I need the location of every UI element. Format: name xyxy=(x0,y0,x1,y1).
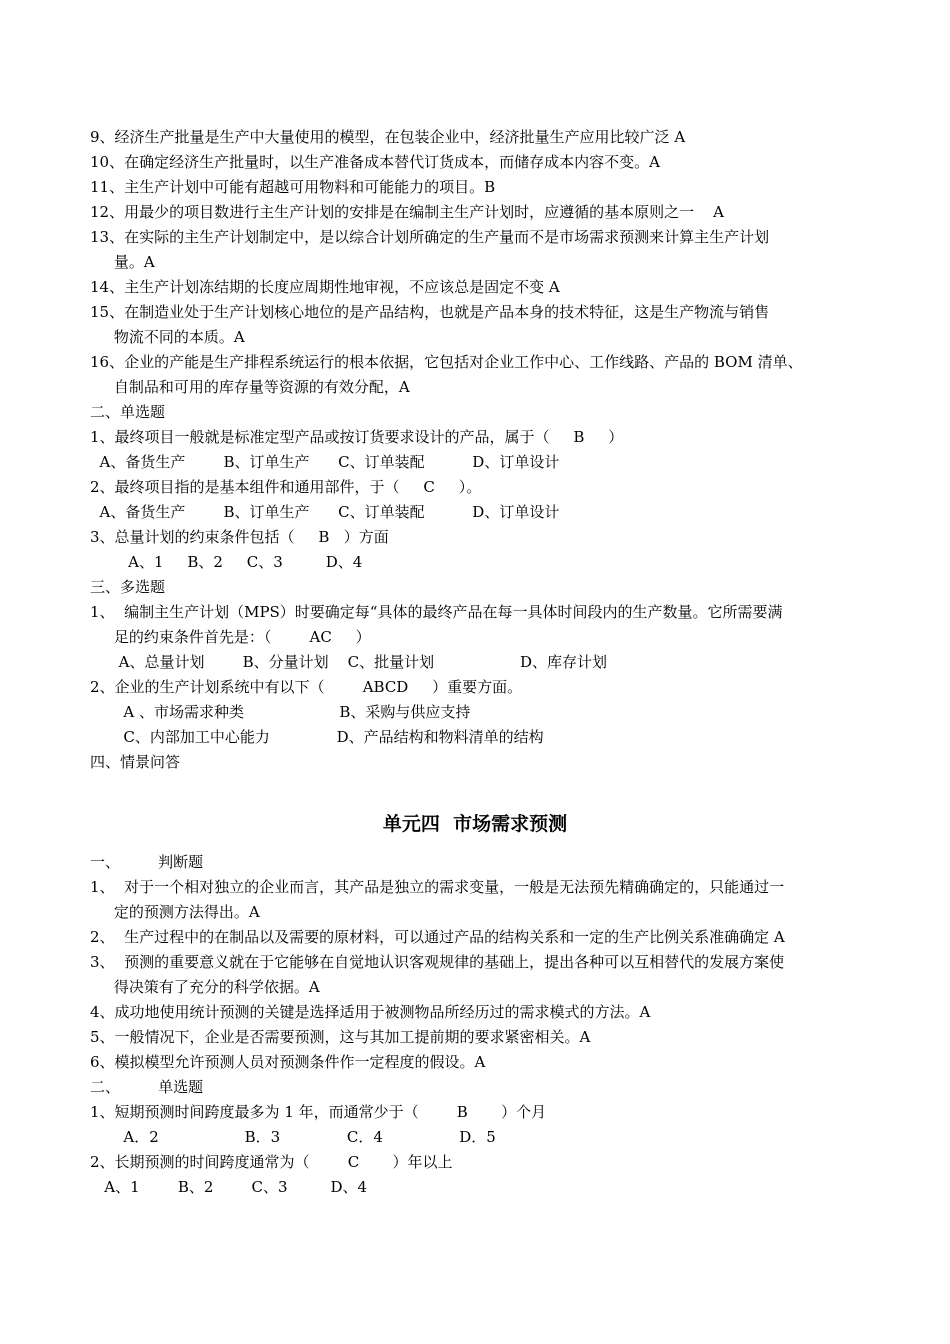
text-line: 9、经济生产批量是生产中大量使用的模型，在包装企业中，经济批量生产应用比较广泛 A xyxy=(90,128,686,146)
text-line: 1、最终项目一般就是标准定型产品或按订货要求设计的产品，属于（ B ） xyxy=(90,428,624,446)
text-line: 5、一般情况下，企业是否需要预测，这与其加工提前期的要求紧密相关。A xyxy=(90,1028,591,1046)
text-line: 足的约束条件首先是：（ AC ） xyxy=(90,628,371,646)
text-line: 得决策有了充分的科学依据。A xyxy=(90,978,320,996)
text-line: 13、在实际的主生产计划制定中，是以综合计划所确定的生产量而不是市场需求预测来计算主生产计划 xyxy=(90,228,770,246)
section-heading: 二、 单选题 xyxy=(90,1078,204,1096)
text-line: 6、模拟模型允许预测人员对预测条件作一定程度的假设。A xyxy=(90,1053,486,1071)
text-line: 2、企业的生产计划系统中有以下（ ABCD ）重要方面。 xyxy=(90,678,523,696)
unit-title: 单元四 市场需求预测 xyxy=(382,813,568,835)
text-line: 12、用最少的项目数进行主生产计划的安排是在编制主生产计划时，应遵循的基本原则之一 A xyxy=(90,203,724,221)
option-line: A、总量计划 B、分量计划 C、批量计划 D、库存计划 xyxy=(90,653,608,671)
option-line: A、1 B、2 C、3 D、4 xyxy=(90,553,363,571)
text-line: 定的预测方法得出。A xyxy=(90,903,260,921)
text-line: 3、 预测的重要意义就在于它能够在自觉地认识客观规律的基础上，提出各种可以互相替代的发展方案使 xyxy=(90,953,785,971)
option-line: A、备货生产 B、订单生产 C、订单装配 D、订单设计 xyxy=(90,453,560,471)
section-heading: 一、 判断题 xyxy=(90,853,204,871)
option-line: C、内部加工中心能力 D、产品结构和物料清单的结构 xyxy=(90,728,544,746)
text-line: 14、主生产计划冻结期的长度应周期性地审视，不应该总是固定不变 A xyxy=(90,278,560,296)
text-line: 3、总量计划的约束条件包括（ B ）方面 xyxy=(90,528,389,546)
text-line: 4、成功地使用统计预测的关键是选择适用于被测物品所经历过的需求模式的方法。A xyxy=(90,1003,651,1021)
text-line: 10、在确定经济生产批量时，以生产准备成本替代订货成本，而储存成本内容不变。A xyxy=(90,153,660,171)
option-line: A．2 B．3 C．4 D．5 xyxy=(90,1128,496,1146)
text-line: 物流不同的本质。A xyxy=(90,328,245,346)
text-line: 量。A xyxy=(90,253,155,271)
text-line: 2、 生产过程中的在制品以及需要的原材料，可以通过产品的结构关系和一定的生产比例关系准确确定 A xyxy=(90,928,785,946)
option-line: A、1 B、2 C、3 D、4 xyxy=(90,1178,368,1196)
option-line: A、备货生产 B、订单生产 C、订单装配 D、订单设计 xyxy=(90,503,560,521)
text-line: 1、 对于一个相对独立的企业而言，其产品是独立的需求变量，一般是无法预先精确确定的，只能通过一 xyxy=(90,878,785,896)
text-line: 15、在制造业处于生产计划核心地位的是产品结构，也就是产品本身的技术特征，这是生产物流与销售 xyxy=(90,303,770,321)
text-line: 11、主生产计划中可能有超越可用物料和可能能力的项目。B xyxy=(90,178,496,196)
text-line: 2、最终项目指的是基本组件和通用部件，于（ C ）。 xyxy=(90,478,482,496)
text-line: 16、企业的产能是生产排程系统运行的根本依据，它包括对企业工作中心、工作线路、产品的 BOM 清单、 xyxy=(90,353,803,371)
text-line: 1、短期预测时间跨度最多为 1 年，而通常少于（ B ）个月 xyxy=(90,1103,547,1121)
text-line: 1、 编制主生产计划（MPS）时要确定每“具体的最终产品在每一具体时间段内的生产数量。它所需要满 xyxy=(90,603,783,621)
section-heading: 二、单选题 xyxy=(90,403,166,421)
option-line: A 、市场需求种类 B、采购与供应支持 xyxy=(90,703,471,721)
section-heading: 四、情景问答 xyxy=(90,753,181,771)
text-line: 2、长期预测的时间跨度通常为（ C ）年以上 xyxy=(90,1153,453,1171)
text-line: 自制品和可用的库存量等资源的有效分配，A xyxy=(90,378,410,396)
section-heading: 三、多选题 xyxy=(90,578,166,596)
